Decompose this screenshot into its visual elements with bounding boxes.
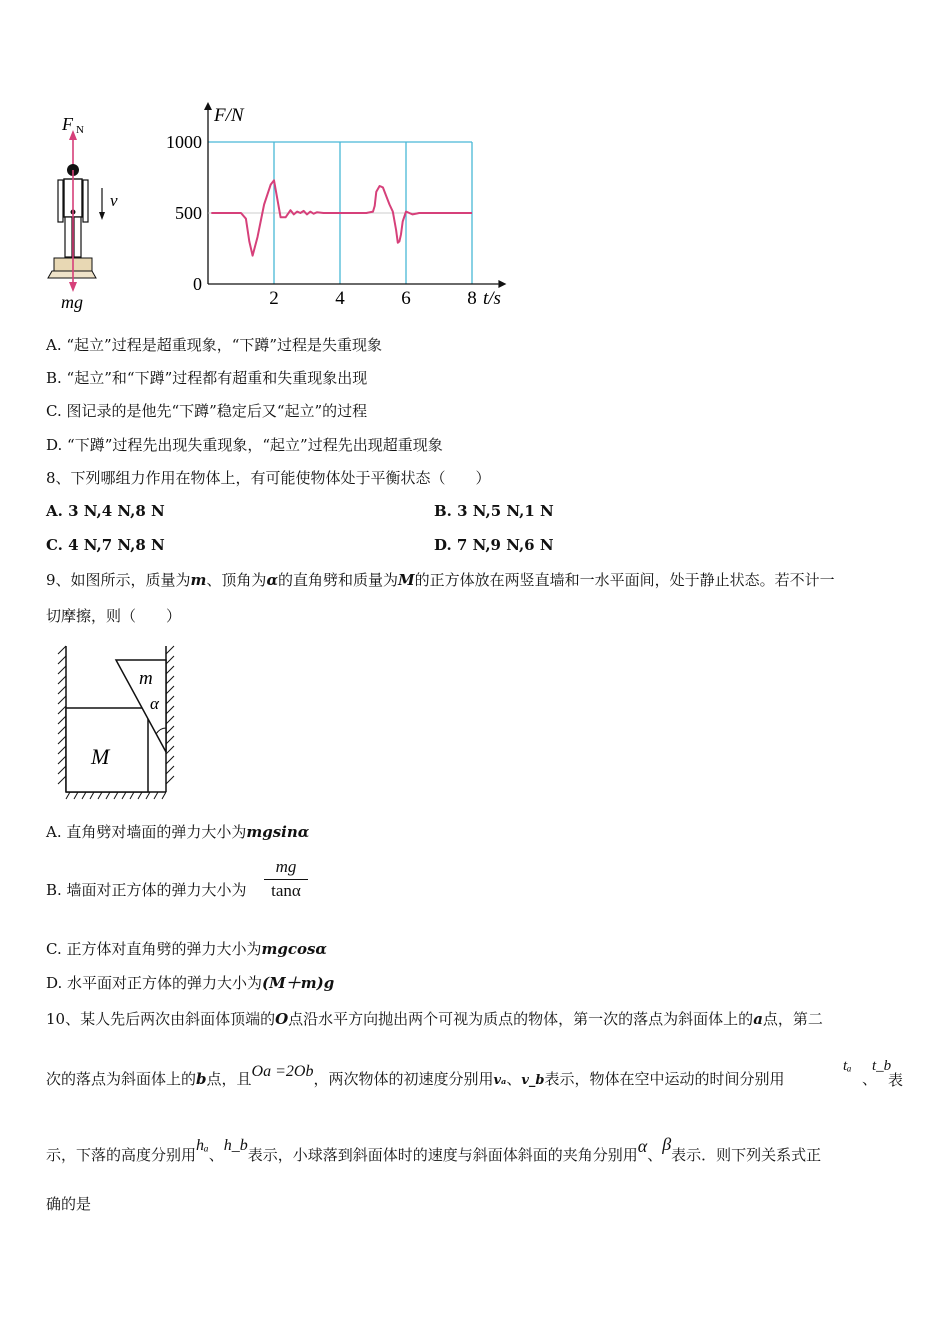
x-tick-label: 6 [401, 288, 411, 309]
q10-sep-2: 、 [862, 1070, 878, 1088]
q10-l2-c: ，两次物体的初速度分别用 [313, 1070, 494, 1088]
mg-label: mg [61, 292, 83, 312]
q10-sep-4: 、 [647, 1146, 663, 1164]
q10-l2-a: 次的落点为斜面体上的 [46, 1070, 197, 1088]
y-axis-label: F/N [214, 105, 244, 126]
q10-l1-b: 点沿水平方向抛出两个可视为质点的物体，第一次的落点为斜面体上的 [288, 1010, 754, 1028]
q9-stem-part4: 的正方体放在两竖直墙和一水平面间，处于静止状态。若不计一 [414, 571, 835, 589]
q9-var-M: M [398, 571, 415, 589]
q7-option-a: A. “起立”过程是超重现象，“下蹲”过程是失重现象 [46, 336, 383, 354]
q9-option-c-expr: mgcosα [261, 940, 327, 958]
q9-stem-line1 [46, 570, 835, 590]
q9-stem-part2: 、顶角为 [206, 571, 267, 589]
y-tick-label: 0 [193, 274, 202, 294]
q9-option-c [46, 939, 327, 959]
figure-wedge-label: m [139, 668, 153, 689]
q10-line2 [46, 1063, 785, 1091]
q7-option-b: B. “起立”和“下蹲”过程都有超重和失重现象出现 [46, 369, 368, 387]
q9-option-b-text: B. 墙面对正方体的弹力大小为 [46, 881, 247, 899]
q10-va: vₐ [493, 1073, 507, 1088]
q10-l2-b: 点，且 [206, 1070, 252, 1088]
q9-stem-part1: 9、如图所示，质量为 [46, 571, 191, 589]
x-tick-label: 2 [269, 288, 279, 309]
q10-sep-3: 、 [208, 1146, 224, 1164]
q9-option-c-text: C. 正方体对直角劈的弹力大小为 [46, 940, 262, 958]
q9-stem-line2: 切摩擦，则（ ） [46, 607, 182, 625]
y-axis-arrow [204, 102, 212, 110]
q10-alpha: α [637, 1136, 648, 1156]
q10-point-o: O [275, 1010, 289, 1028]
q9-option-d-text: D. 水平面对正方体的弹力大小为 [46, 974, 263, 992]
x-axis-arrow [498, 280, 506, 288]
x-axis-label: t/s [483, 288, 501, 309]
y-tick-label: 500 [175, 203, 202, 223]
q10-vb: v_b [521, 1073, 545, 1088]
wedge-cube-figure [48, 642, 188, 802]
q8-option-b: B. 3 N,5 N,1 N [434, 502, 554, 520]
q10-l2-d: 表示，物体在空中运动的时间分别用 [544, 1070, 785, 1088]
q9-option-b [46, 880, 247, 900]
q10-l3-b: 表示，小球落到斜面体时的速度与斜面体斜面的夹角分别用 [247, 1146, 638, 1164]
q9-option-a-expr: mgsinα [246, 823, 310, 841]
q10-ta: tₐ [843, 1058, 852, 1074]
y-tick-label: 1000 [166, 132, 202, 152]
q9-var-alpha: α [266, 571, 278, 589]
q10-l2-e: 表 [888, 1071, 904, 1089]
fraction-denominator: tanα [271, 881, 301, 900]
q8-option-c: C. 4 N,7 N,8 N [46, 536, 165, 554]
fraction-numerator: mg [264, 857, 308, 880]
q10-line3 [46, 1134, 822, 1166]
q10-beta: β [662, 1134, 672, 1154]
q10-point-a: a [753, 1010, 763, 1028]
q9-option-a [46, 822, 309, 842]
q10-l1-c: 点，第二 [762, 1010, 823, 1028]
q10-sep-1: 、 [506, 1070, 522, 1088]
v-label: v [110, 191, 118, 210]
q10-l3-a: 示，下落的高度分别用 [46, 1146, 197, 1164]
q9-option-a-text: A. 直角劈对墙面的弹力大小为 [46, 823, 247, 841]
q10-hb: h_b [223, 1137, 248, 1154]
q8-option-a: A. 3 N,4 N,8 N [46, 502, 165, 520]
fn-subscript: N [76, 124, 84, 136]
q10-equation: Oa =2Ob [251, 1063, 314, 1080]
q9-option-d-expr: (M＋m)g [262, 974, 335, 992]
q10-line1 [46, 1009, 823, 1029]
q8-stem: 8、下列哪组力作用在物体上，有可能使物体处于平衡状态（ ） [46, 469, 491, 487]
q8-option-d: D. 7 N,9 N,6 N [434, 536, 554, 554]
q9-option-b-fraction [264, 857, 308, 902]
x-tick-label: 8 [467, 288, 477, 309]
q10-ha: hₐ [196, 1137, 209, 1154]
graph-axes [204, 102, 506, 288]
force-time-graph [150, 100, 520, 315]
x-tick-label: 4 [335, 288, 345, 309]
q10-tb: t_b [872, 1058, 892, 1074]
person-on-scale-figure [40, 108, 140, 318]
graph-tick-labels [166, 132, 477, 309]
figure-alpha-label: α [150, 694, 159, 713]
force-curve [211, 180, 472, 255]
q7-option-d: D. “下蹲”过程先出现失重现象，“起立”过程先出现超重现象 [46, 436, 443, 454]
q10-point-b: b [196, 1070, 207, 1088]
q9-var-m: m [190, 571, 207, 589]
q7-option-c: C. 图记录的是他先“下蹲”稳定后又“起立”的过程 [46, 402, 368, 420]
q10-line4: 确的是 [46, 1195, 92, 1213]
figure-cube-label: M [91, 744, 110, 769]
q10-l3-c: 表示．则下列关系式正 [671, 1146, 822, 1164]
q9-stem-part3: 的直角劈和质量为 [277, 571, 398, 589]
q9-option-d [46, 973, 334, 993]
q10-l1-a: 10、某人先后两次由斜面体顶端的 [46, 1010, 276, 1028]
fn-label: F [62, 114, 73, 134]
